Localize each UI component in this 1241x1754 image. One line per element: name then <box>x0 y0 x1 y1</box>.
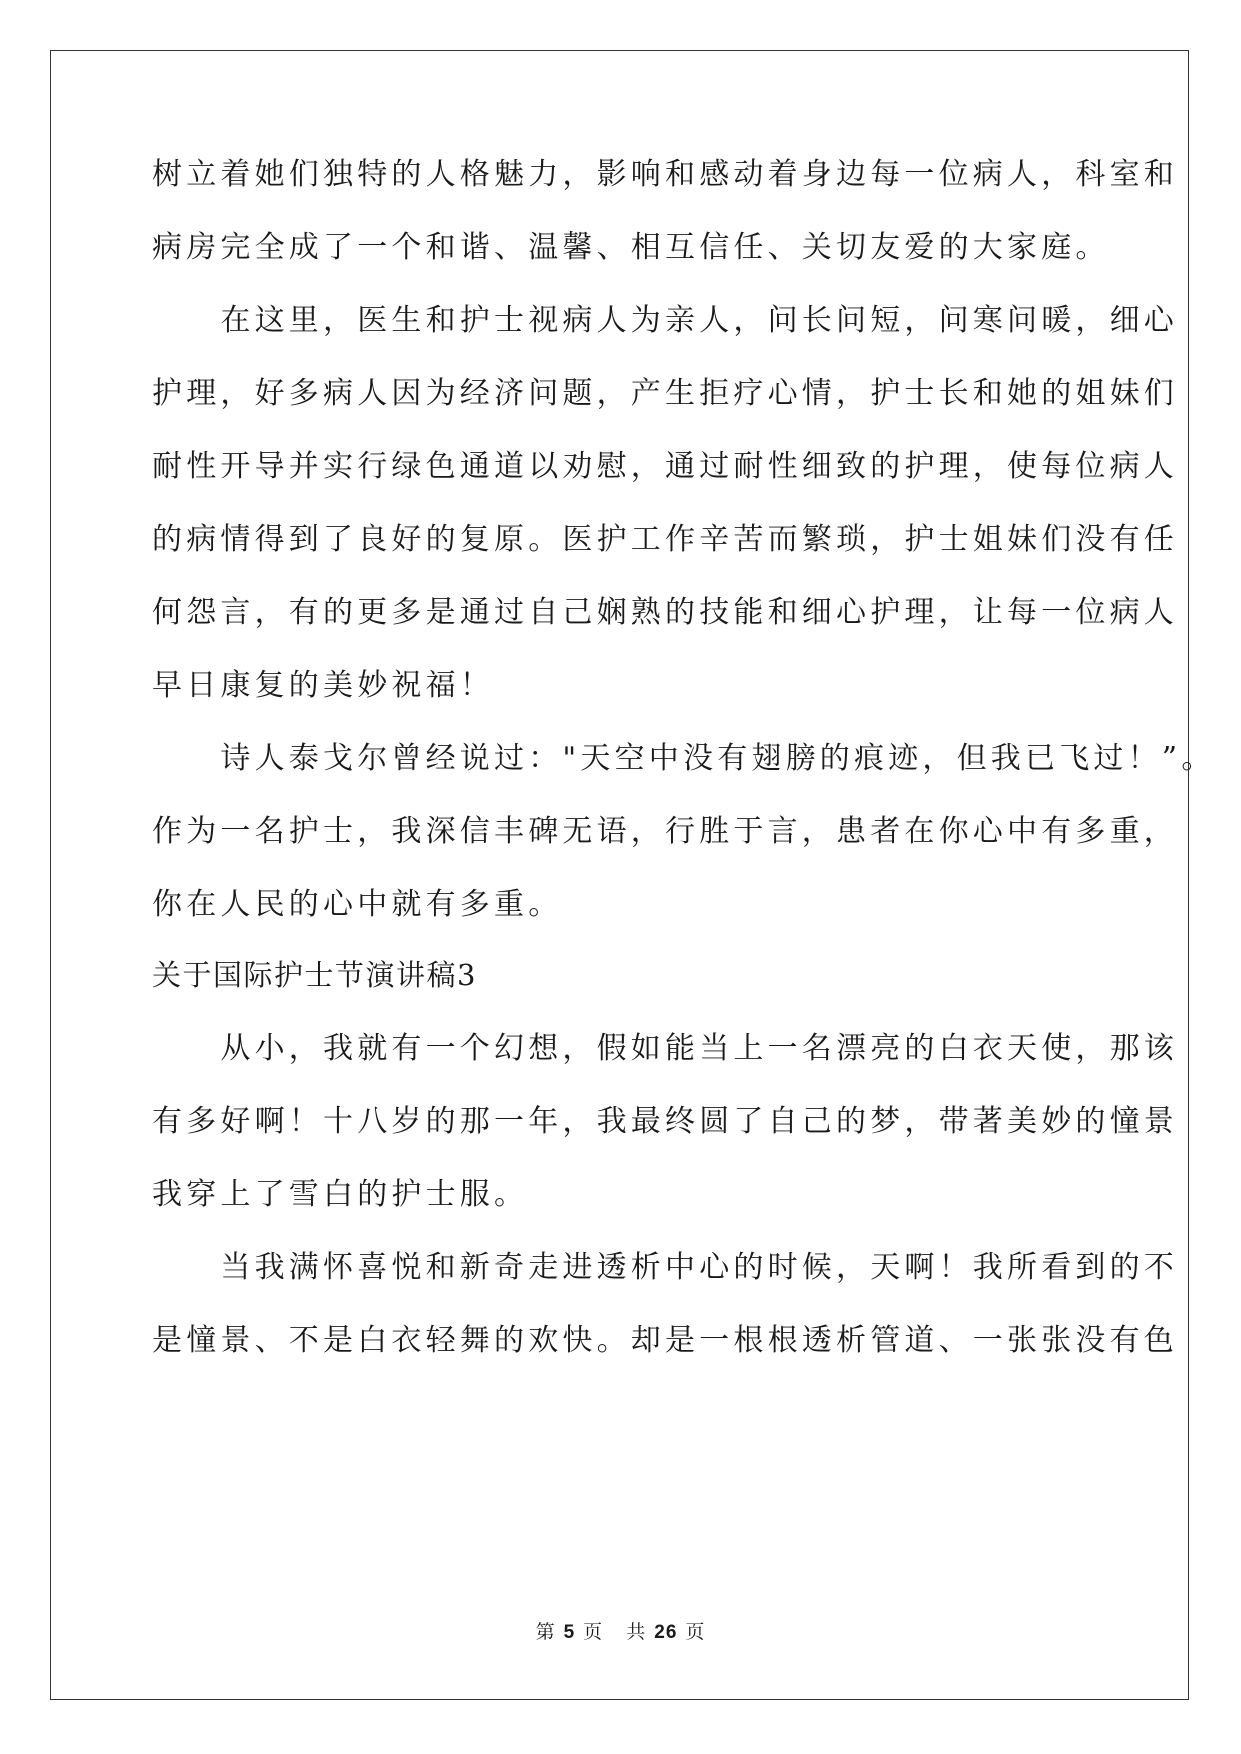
text-line: 是憧景、不是白衣轻舞的欢快。却是一根根透析管道、一张张没有色 <box>152 1323 1178 1358</box>
text-line: 的病情得到了良好的复原。医护工作辛苦而繁琐，护士姐妹们没有任 <box>152 522 1178 557</box>
total-prefix: 共 <box>626 1621 647 1643</box>
page-number: 5 <box>563 1622 576 1643</box>
text-line: 当我满怀喜悦和新奇走进透析中心的时候，天啊！我所看到的不 <box>152 1250 1178 1285</box>
text-line: 有多好啊！十八岁的那一年，我最终圆了自己的梦，带著美妙的憧景 <box>152 1104 1178 1139</box>
page-suffix: 页 <box>583 1621 604 1643</box>
page-indicator <box>532 1621 608 1643</box>
text-line: 诗人泰戈尔曾经说过："天空中没有翅膀的痕迹，但我已飞过！”。 <box>152 741 1216 776</box>
text-line: 树立着她们独特的人格魅力，影响和感动着身边每一位病人，科室和 <box>152 157 1178 192</box>
text-line: 早日康复的美妙祝福！ <box>152 668 494 703</box>
text-line: 耐性开导并实行绿色通道以劝慰，通过耐性细致的护理，使每位病人 <box>152 449 1178 484</box>
text-line: 我穿上了雪白的护士服。 <box>152 1177 529 1212</box>
text-line: 在这里，医生和护士视病人为亲人，问长问短，问寒问暖，细心 <box>152 303 1178 338</box>
total-pages: 26 <box>654 1622 678 1643</box>
total-suffix: 页 <box>685 1621 706 1643</box>
text-line: 你在人民的心中就有多重。 <box>152 887 563 922</box>
page-footer <box>0 1617 1241 1644</box>
page-prefix: 第 <box>535 1621 556 1643</box>
section-heading: 关于国际护士节演讲稿3 <box>152 958 477 992</box>
text-line: 从小，我就有一个幻想，假如能当上一名漂亮的白衣天使，那该 <box>152 1031 1178 1066</box>
page-border <box>50 50 1189 1700</box>
text-line: 何怨言，有的更多是通过自己娴熟的技能和细心护理，让每一位病人 <box>152 595 1178 630</box>
text-line: 作为一名护士，我深信丰碑无语，行胜于言，患者在你心中有多重， <box>152 814 1178 849</box>
total-pages-indicator <box>622 1621 709 1643</box>
text-line: 护理，好多病人因为经济问题，产生拒疗心情，护士长和她的姐妹们 <box>152 376 1178 411</box>
text-line: 病房完全成了一个和谐、温馨、相互信任、关切友爱的大家庭。 <box>152 230 1110 265</box>
